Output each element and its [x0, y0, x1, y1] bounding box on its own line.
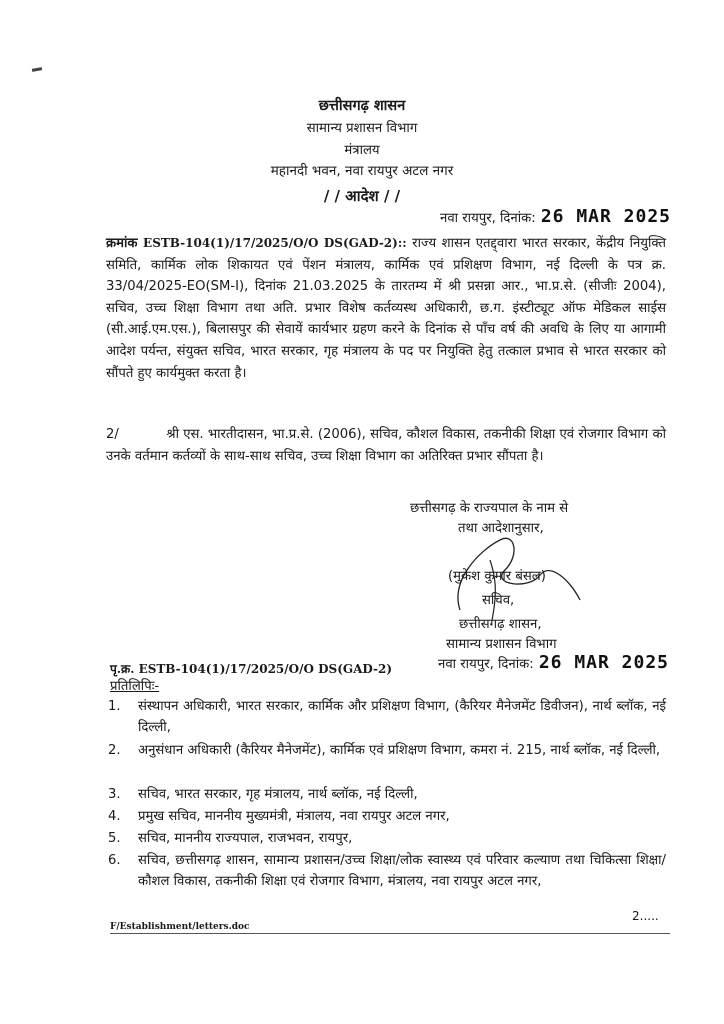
- copy-label: प्रतिलिपिः-: [110, 679, 160, 694]
- signatory-dept-1: छत्तीसगढ़ शासन,: [459, 617, 542, 632]
- ministry-name: मंत्रालय: [344, 143, 380, 158]
- list-item: 4. प्रमुख सचिव, माननीय मुख्यमंत्री, मंत्रालय, नवा रायपुर अटल नगर,: [108, 809, 450, 824]
- list-item: 2. अनुसंधान अधिकारी (कैरियर मैनेजमेंट), कार्मिक एवं प्रशिक्षण विभाग, कमरा नं. 215, नार्थ ब्लॉक, नई दिल्ली,: [108, 743, 661, 758]
- address: महानदी भवन, नवा रायपुर अटल नगर: [270, 163, 454, 179]
- list-item: 1. संस्थापन अधिकारी, भारत सरकार, कार्मिक और प्रशिक्षण विभाग, (कैरियर मैनेजमेंट डिवीजन), नार्थ ब्लॉक, नई दिल्ली,: [108, 699, 666, 735]
- list-item: 6. सचिव, छत्तीसगढ़ शासन, सामान्य प्रशासन/उच्च शिक्षा/लोक स्वास्थ्य एवं परिवार कल्याण तथा चिकित्सा शिक्षा/कौशल विकास, तकनीकी शिक्षा एवं रोजगार विभाग, मंत्रालय, नवा रायपुर अटल नगर,: [108, 853, 666, 889]
- signatory-designation: सचिव,: [482, 593, 515, 608]
- para1-text: राज्य शासन एतद्द्वारा भारत सरकार, केंद्रीय नियुक्ति समिति, कार्मिक लोक शिकायत एवं पेंशन मंत्रालय, कार्मिक एवं प्रशिक्षण विभाग, नई दिल्ली के पत्र क्र. 33/04/2025-EO(SM-I), दिनांक 21.03.2025 के तारतम्य में श्री प्रसन्ना आर., भा.प्र.से. (सीजीः 2004), सचिव, उच्च शिक्षा विभाग तथा अति. प्रभार विशेष कर्तव्यस्थ अधिकारी, छ.ग. इंस्टीट्यूट ऑफ मेडिकल साईस (सी.आई.एम.एस.), बिलासपुर की सेवायें कार्यभार ग्रहण करने के दिनांक से पाँच वर्ष की अवधि के लिए या आगामी आदेश पर्यन्त, संयुक्त सचिव, भारत सरकार, गृह मंत्रालय के पद पर नियुक्ति हेतु तत्काल प्रभाव से भारत सरकार को सौंपते हुए कार्यमुक्त करता है।: [106, 236, 666, 381]
- signatory-dept-2: सामान्य प्रशासन विभाग: [446, 637, 557, 652]
- order-paragraph-1: [106, 233, 666, 384]
- ref-number: ESTB-104(1)/17/2025/O/O DS(GAD-2)::: [143, 236, 407, 250]
- footer-divider: [110, 933, 670, 934]
- page-continued: 2.....: [632, 909, 659, 923]
- ref-label: क्रमांक: [106, 236, 138, 251]
- footer-path: F/Establishment/letters.doc: [110, 922, 250, 932]
- governor-line-2: तथा आदेशानुसार,: [458, 521, 544, 536]
- department-name: सामान्य प्रशासन विभाग: [306, 121, 418, 136]
- endorsement-date-line: [438, 652, 678, 676]
- para2-text: श्री एस. भारतीदासन, भा.प्र.से. (2006), सचिव, कौशल विकास, तकनीकी शिक्षा एवं रोजगार विभाग को उनके वर्तमान कर्तव्यों के साथ-साथ सचिव, उच्च शिक्षा विभाग का अतिरिक्त प्रभार सौंपता है।: [106, 427, 666, 464]
- endorsement-ref: पृ.क्र. ESTB-104(1)/17/2025/O/O DS(GAD-2): [110, 662, 393, 676]
- govt-name: छत्तीसगढ़ शासन: [318, 98, 406, 114]
- date-line: [440, 206, 670, 230]
- endorsement-place-label: नवा रायपुर, दिनांक:: [438, 657, 534, 672]
- list-item: 3. सचिव, भारत सरकार, गृह मंत्रालय, नार्थ ब्लॉक, नई दिल्ली,: [108, 787, 418, 802]
- endorsement-date-stamp: 26 MAR 2025: [538, 652, 670, 673]
- order-title: / / आदेश / /: [323, 187, 401, 205]
- order-paragraph-2: [106, 424, 666, 467]
- date-place-label: नवा रायपुर, दिनांक:: [440, 211, 536, 226]
- margin-mark: [32, 67, 42, 72]
- para2-number: 2/: [106, 427, 119, 442]
- list-item: 5. सचिव, माननीय राज्यपाल, राजभवन, रायपुर,: [108, 831, 353, 846]
- signatory-name: (मुकेश कुमार बंसल): [448, 569, 546, 584]
- governor-line-1: छत्तीसगढ़ के राज्यपाल के नाम से: [410, 501, 569, 516]
- date-stamp: 26 MAR 2025: [540, 206, 672, 227]
